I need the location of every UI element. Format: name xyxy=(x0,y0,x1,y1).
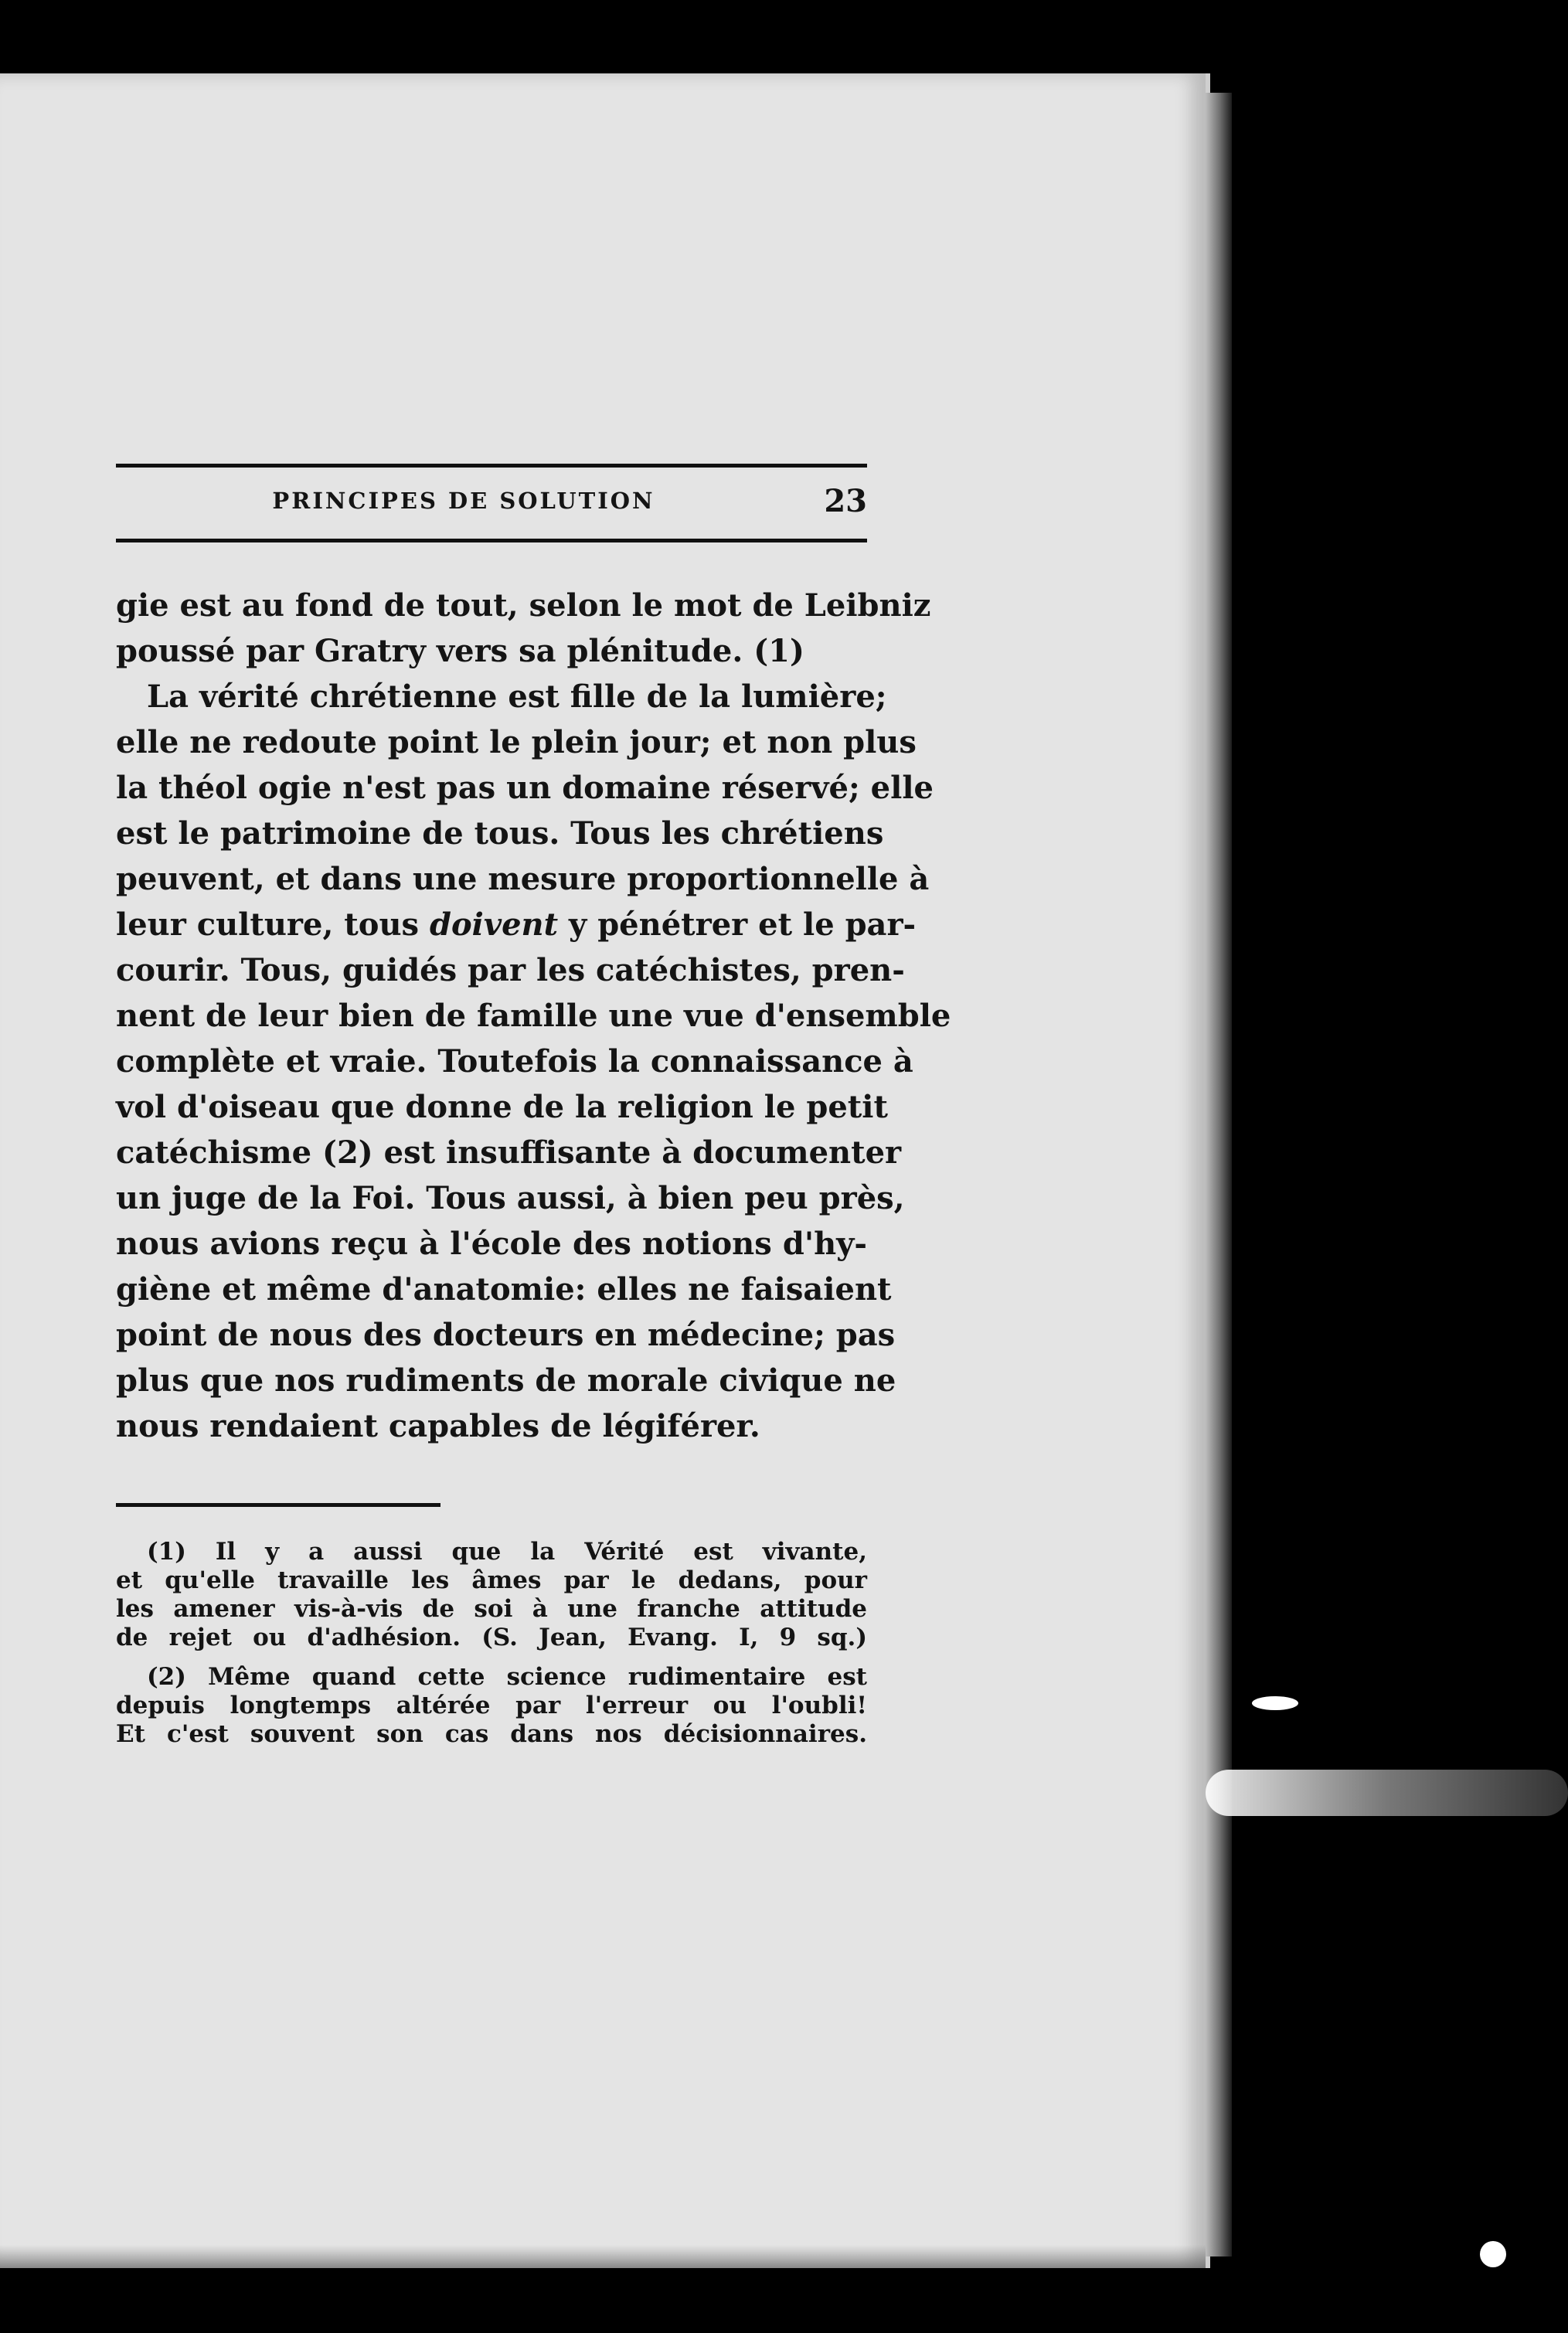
page-number: 23 xyxy=(824,483,867,519)
footnote-line: et qu'elle travaille les âmes par le dedans, pour xyxy=(116,1566,867,1594)
scan-smudge xyxy=(1206,1770,1568,1816)
footnote-rule xyxy=(116,1503,440,1507)
text-line: giène et même d'anatomie: elles ne faisaient xyxy=(116,1271,892,1308)
footnote-line: (1) Il y a aussi que la Vérité est vivante, xyxy=(147,1538,867,1566)
text-line: nous rendaient capables de légiférer. xyxy=(116,1408,760,1444)
text-segment: leur culture, tous xyxy=(116,906,420,943)
text-line: courir. Tous, guidés par les catéchistes, pren- xyxy=(116,952,905,988)
footnotes xyxy=(116,1538,867,1749)
text-line: est le patrimoine de tous. Tous les chrétiens xyxy=(116,815,884,852)
header-bottom-rule xyxy=(116,539,867,542)
text-line: catéchisme (2) est insuffisante à documenter xyxy=(116,1134,902,1171)
footnote-1 xyxy=(116,1538,867,1652)
page-content xyxy=(116,464,951,1760)
scan-speck xyxy=(1252,1696,1298,1710)
emphasis-doivent: doivent xyxy=(430,906,559,943)
footnote-2 xyxy=(116,1663,867,1749)
body-text xyxy=(116,583,951,1449)
text-line: peuvent, et dans une mesure proportionnelle à xyxy=(116,861,930,897)
running-head xyxy=(116,468,867,539)
text-line: poussé par Gratry vers sa plénitude. (1) xyxy=(116,633,804,669)
footnote-line: (2) Même quand cette science rudimentaire est xyxy=(147,1663,867,1691)
page-edge xyxy=(1206,93,1232,2256)
text-line: plus que nos rudiments de morale civique ne xyxy=(116,1362,896,1399)
text-line: elle ne redoute point le plein jour; et non plus xyxy=(116,724,917,760)
footnote-line: Et c'est souvent son cas dans nos décisionnaires. xyxy=(116,1720,867,1748)
text-line: nent de leur bien de famille une vue d'ensemble xyxy=(116,998,951,1034)
text-line: point de nous des docteurs en médecine; pas xyxy=(116,1317,896,1353)
text-line: un juge de la Foi. Tous aussi, à bien peu près, xyxy=(116,1180,905,1216)
text-line: complète et vraie. Toutefois la connaissance à xyxy=(116,1043,913,1080)
footnote-line: de rejet ou d'adhésion. (S. Jean, Evang. I, 9 sq.) xyxy=(116,1624,867,1651)
page-bottom-shadow xyxy=(0,2245,1206,2268)
scan-speck xyxy=(1480,2241,1506,2267)
text-line: gie est au fond de tout, selon le mot de Leibniz xyxy=(116,587,931,624)
text-line: la théol ogie n'est pas un domaine réservé; elle xyxy=(116,770,934,806)
text-segment: y pénétrer et le par- xyxy=(569,906,917,943)
footnote-line: les amener vis-à-vis de soi à une franche attitude xyxy=(116,1595,867,1623)
text-line: nous avions reçu à l'école des notions d'hy- xyxy=(116,1226,867,1262)
running-title: PRINCIPES DE SOLUTION xyxy=(272,488,655,514)
text-line: La vérité chrétienne est fille de la lumière; xyxy=(147,678,887,715)
footnote-line: depuis longtemps altérée par l'erreur ou l'oubli! xyxy=(116,1692,867,1719)
text-line: vol d'oiseau que donne de la religion le petit xyxy=(116,1089,888,1125)
text-line xyxy=(116,902,917,947)
